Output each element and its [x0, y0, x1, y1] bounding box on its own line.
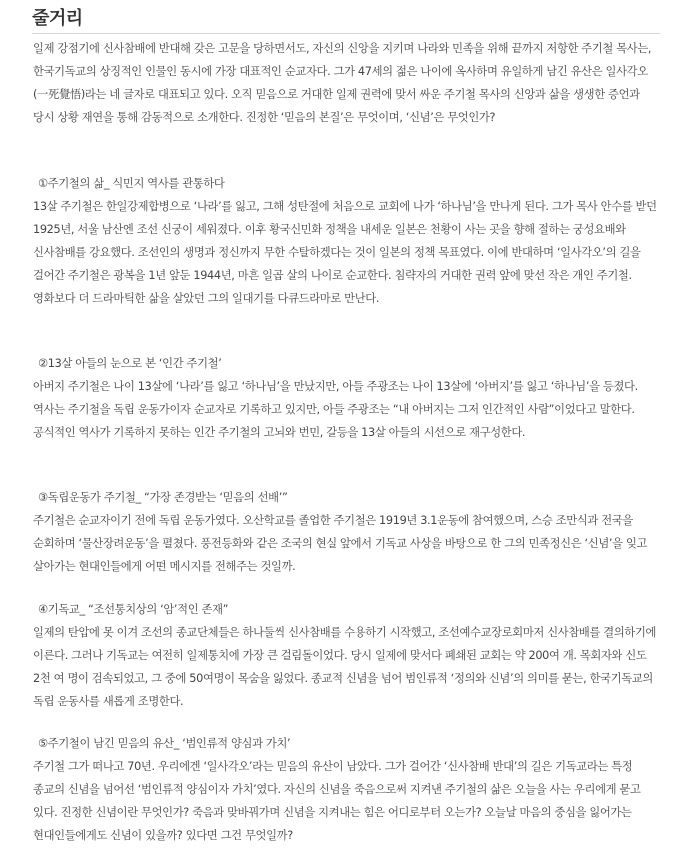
section-body: 13살 주기철은 한일강제합병으로 ‘나라’를 잃고, 그해 성탄절에 처음으로 교회에 나가 ‘하나님’을 만나게 된다. 그가 목사 안수를 받던 1925년, 서울 남산엔 조선 신궁이 세워졌다. 이후 황국신민화 정책을 내세운 일본은 천황이 사는 곳을 향해 절하는 궁성요배와 신사참배를 강요했다. 조선인의 생명과 정신까지 무한 수탈하겠다는 것이 일본의 정책 목표였다. 이에 반대하며 ‘일사각오’의 길을 걸어간 주기철은 광복을 1년 앞둔 1944년, 마흔 일곱 살의 나이로 순교한다. 침략자의 거대한 권력 앞에 맞선 작은 개인 주기철. 영화보다 더 드라마틱한 삶을 살았던 그의 일대기를 다큐드라마로 만난다. [33, 199, 657, 305]
page-title: 줄거리 [32, 8, 83, 29]
section-body: 아버지 주기철은 나이 13살에 ‘나라’를 잃고 ‘하나님’을 만났지만, 아들 주광조는 나이 13살에 ‘아버지’를 잃고 ‘하나님’을 등졌다. 역사는 주기철을 독립 운동가이자 순교자로 기록하고 있지만, 아들 주광조는 “내 아버지는 그저 인간적인 사람”이었다고 말한다. 공식적인 역사가 기록하지 못하는 인간 주기철의 고뇌와 번민, 갈등을 13살 아들의 시선으로 재구성한다. [33, 379, 638, 439]
section-1 [33, 173, 663, 310]
section-2 [33, 353, 663, 445]
section-body: 주기철 그가 떠나고 70년. 우리에겐 ‘일사각오’라는 믿음의 유산이 남았다. 그가 걸어간 ‘신사참배 반대’의 길은 기독교라는 특정 종교의 신념을 넘어선 ‘범인류적 양심이자 가치’였다. 자신의 신념을 죽음으로써 지켜낸 주기철의 삶은 오늘을 사는 우리에게 묻고 있다. 진정한 신념이란 무엇인가? 죽음과 맞바꿔가며 신념을 지켜내는 힘은 어디로부터 오는가? 오늘날 마음의 중심을 잃어가는 현대인들에게도 신념이 있을까? 있다면 그건 무엇일까? [33, 759, 641, 842]
section-heading: ⑤주기철이 남긴 믿음의 유산_ ‘범인류적 양심과 가치’ [38, 737, 291, 750]
section-body: 일제의 탄압에 못 이겨 조선의 종교단체들은 하나둘씩 신사참배를 수용하기 시작했고, 조선예수교장로회마저 신사참배를 결의하기에 이른다. 그러나 기독교는 여전히 일제통치에 가장 큰 걸림돌이었다. 당시 일제에 맞서다 폐쇄된 교회는 약 200여 개. 목회자와 신도 2천 여 명이 검속되었고, 그 중에 50여명이 목숨을 잃었다. 종교적 신념을 넘어 범인류적 ‘정의와 신념’의 의미를 묻는, 한국기독교의 독립 운동사를 새롭게 조명한다. [33, 625, 657, 708]
section-heading: ②13살 아들의 눈으로 본 ‘인간 주기철’ [38, 357, 222, 370]
intro-paragraph: 일제 강점기에 신사참배에 반대해 갖은 고문을 당하면서도, 자신의 신앙을 지키며 나라와 민족을 위해 끝까지 저항한 주기철 목사는, 한국기독교의 상징적인 인물인 동시에 가장 대표적인 순교자다. 그가 47세의 젊은 나이에 옥사하며 유일하게 남긴 유산은 일사각오(一死覺悟)라는 네 글자로 대표되고 있다. 오직 믿음으로 거대한 일제 권력에 맞서 싸운 주기철 목사의 신앙과 삶을 생생한 증언과 당시 상황 재연을 통해 감동적으로 소개한다. 진정한 ‘믿음의 본질’은 무엇이며, ‘신념’은 무엇인가? [33, 42, 652, 124]
section-heading: ①주기철의 삶_ 식민지 역사를 관통하다 [38, 177, 225, 190]
intro-block [33, 38, 663, 130]
section-3 [33, 487, 663, 579]
section-heading: ④기독교_ “조선통치상의 ‘암’적인 존재” [38, 603, 229, 616]
section-body: 주기철은 순교자이기 전에 독립 운동가였다. 오산학교를 졸업한 주기철은 1919년 3.1운동에 참여했으며, 스승 조만식과 전국을 순회하며 ‘물산장려운동’을 펼쳤다. 풍전등화와 같은 조국의 현실 앞에서 기독교 사상을 바탕으로 한 그의 민족정신은 ‘신념’을 잊고 살아가는 현대인들에게 어떤 메시지를 전해주는 것일까. [33, 513, 648, 573]
section-4 [33, 599, 663, 714]
section-heading: ③독립운동가 주기철_ “가장 존경받는 ‘믿음의 선배’” [38, 491, 288, 504]
section-5 [33, 733, 663, 848]
title-divider [32, 33, 660, 34]
